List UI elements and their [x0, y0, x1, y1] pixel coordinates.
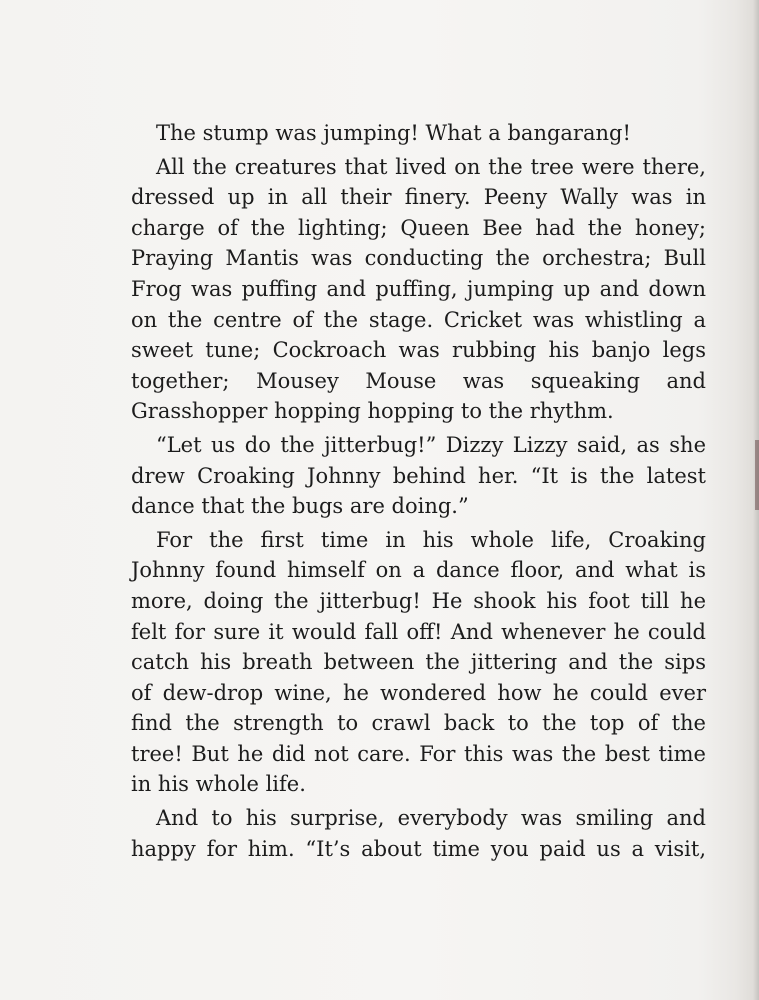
text-line: sweet tune; Cockroach was rubbing his banjo legs — [131, 338, 706, 363]
text-line: Grasshopper hopping hopping to the rhythm. — [131, 399, 614, 424]
text-line: dance that the bugs are doing.” — [131, 494, 469, 519]
text-line: together; Mousey Mouse was squeaking and — [131, 368, 706, 393]
text-line: felt for sure it would fall off! And whenever he could — [131, 619, 706, 644]
text-line: All the creatures that lived on the tree were there, — [156, 154, 706, 179]
text-line: catch his breath between the jittering and the sips — [131, 650, 706, 675]
text-line: charge of the lighting; Queen Bee had the honey; — [131, 215, 706, 240]
paragraph-3 — [131, 430, 706, 522]
text-line: Praying Mantis was conducting the orchestra; Bull — [131, 246, 706, 271]
text-line: And to his surprise, everybody was smiling and — [156, 806, 706, 831]
text-line: more, doing the jitterbug! He shook his foot till he — [131, 588, 706, 613]
text-line: find the strength to crawl back to the top of the — [131, 711, 706, 736]
text-line: on the centre of the stage. Cricket was whistling a — [131, 307, 706, 332]
text-line: tree! But he did not care. For this was the best time — [131, 741, 706, 766]
text-line: “Let us do the jitterbug!” Dizzy Lizzy said, as she — [156, 432, 706, 457]
page-edge-mark — [755, 440, 759, 510]
text-line: The stump was jumping! What a bangarang! — [156, 121, 631, 145]
text-line: in his whole life. — [131, 772, 306, 797]
text-line: Johnny found himself on a dance floor, and what is — [131, 558, 706, 583]
text-line: drew Croaking Johnny behind her. “It is the latest — [131, 463, 706, 488]
text-line: Frog was puffing and puffing, jumping up and down — [131, 276, 706, 301]
paragraph-2 — [131, 152, 706, 427]
text-line: of dew-drop wine, he wondered how he could ever — [131, 680, 706, 705]
text-line: dressed up in all their finery. Peeny Wally was in — [131, 185, 706, 210]
text-line: happy for him. “It’s about time you paid us a visit, — [131, 836, 706, 861]
story-text — [131, 118, 706, 867]
paragraph-5 — [131, 803, 706, 864]
paragraph-1 — [131, 118, 706, 149]
text-line: For the first time in his whole life, Croaking — [156, 527, 706, 552]
paragraph-4 — [131, 525, 706, 800]
